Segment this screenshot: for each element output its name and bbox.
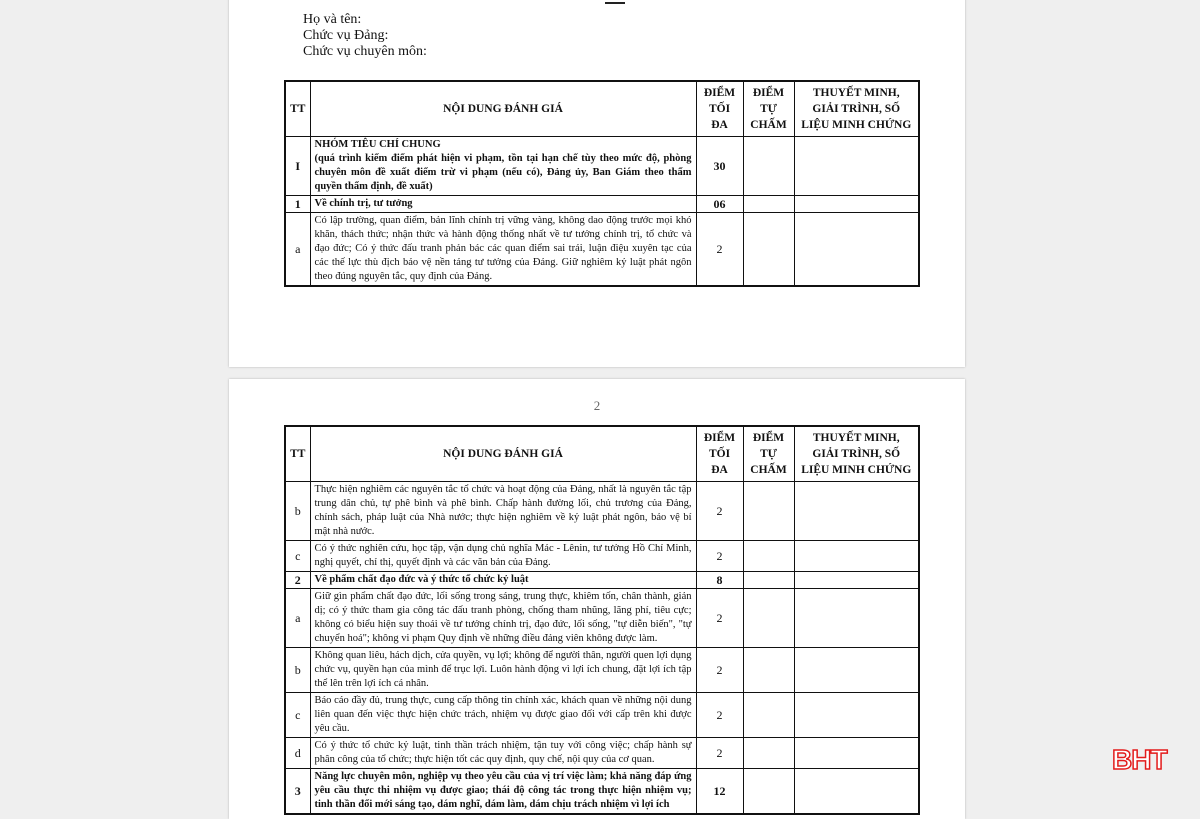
row-max-score: 30 (696, 137, 743, 196)
document-page-2 (229, 379, 965, 819)
row-max-score: 2 (696, 648, 743, 693)
header-tt: TT (285, 81, 310, 137)
header-max-score: ĐIỂM TỐI ĐA (696, 81, 743, 137)
row-content: Năng lực chuyên môn, nghiệp vụ theo yêu cầu của vị trí việc làm; khả năng đáp ứng yêu cầu thực thi nhiệm vụ được giao; thái độ công tác trong thực hiện nhiệm vụ; tinh thần đổi mới sáng tạo, dám nghĩ, dám làm, dám chịu trách nhiệm vì lợi ích (310, 769, 696, 815)
header-explanation: THUYẾT MINH, GIẢI TRÌNH, SỐ LIỆU MINH CHỨNG (794, 81, 919, 137)
row-self-score-cell[interactable] (743, 137, 794, 196)
row-content: Có ý thức tổ chức kỷ luật, tinh thần trách nhiệm, tận tuy với công việc; chấp hành sự phân công của tổ chức; thực hiện tốt các quy định, quy chế, nội quy của cơ quan. (310, 738, 696, 769)
field-professional-position-label: Chức vụ chuyên môn: (303, 44, 427, 59)
document-page-1 (229, 0, 965, 367)
row-max-score: 2 (696, 738, 743, 769)
row-explanation-cell[interactable] (794, 589, 919, 648)
row-content: NHÓM TIÊU CHÍ CHUNG (quá trình kiểm điểm phát hiện vi phạm, tồn tại hạn chế tùy theo mức độ, phòng chuyên môn đề xuất điểm trừ vi phạm (nếu có), Đảng ủy, Ban Giám theo thẩm quyền thẩm định, đề xuất) (310, 137, 696, 196)
header-max-score: ĐIỂM TỐI ĐA (696, 426, 743, 482)
row-self-score-cell[interactable] (743, 589, 794, 648)
row-self-score-cell[interactable] (743, 648, 794, 693)
row-max-score: 2 (696, 693, 743, 738)
row-number: c (285, 541, 310, 572)
row-number: b (285, 482, 310, 541)
row-content: Về chính trị, tư tưởng (310, 196, 696, 213)
row-content: Có ý thức nghiên cứu, học tập, vận dụng chủ nghĩa Mác - Lênin, tư tưởng Hồ Chí Minh, nghị quyết, chỉ thị, quyết định và các văn bản của Đảng. (310, 541, 696, 572)
row-content: Thực hiện nghiêm các nguyên tắc tổ chức và hoạt động của Đảng, nhất là nguyên tắc tập trung dân chủ, tự phê bình và phê bình. Chấp hành đường lối, chủ trương của Đảng, chính sách, pháp luật của Nhà nước; thực hiện nghiêm về kỷ luật phát ngôn, bảo vệ bí mật nhà nước. (310, 482, 696, 541)
row-content: Có lập trường, quan điểm, bản lĩnh chính trị vững vàng, không dao động trước mọi khó khăn, thách thức; nhận thức và hành động thống nhất về tư tưởng chính trị, tổ chức và đạo đức; Có ý thức đấu tranh phản bác các quan điểm sai trái, luận điệu xuyên tạc của các thế lực thù địch bảo vệ nền tảng tư tưởng của Đảng. Giữ nghiêm kỷ luật phát ngôn theo đúng nguyên tắc, quy định của Đảng. (310, 213, 696, 287)
row-content: Không quan liêu, hách dịch, cửa quyền, vụ lợi; không để người thân, người quen lợi dụng chức vụ, quyền hạn của mình để trục lợi. Luôn hành động vì lợi ích chung, đặt lợi ích tập thể lên trên lợi ích cá nhân. (310, 648, 696, 693)
row-explanation-cell[interactable] (794, 482, 919, 541)
row-explanation-cell[interactable] (794, 738, 919, 769)
row-explanation-cell[interactable] (794, 769, 919, 815)
field-name-label: Họ và tên: (303, 12, 362, 27)
row-number: 2 (285, 572, 310, 589)
row-max-score: 2 (696, 589, 743, 648)
field-party-position-label: Chức vụ Đảng: (303, 28, 389, 43)
row-self-score-cell[interactable] (743, 738, 794, 769)
table-row (285, 196, 919, 213)
row-self-score-cell[interactable] (743, 213, 794, 287)
evaluation-table (284, 425, 920, 815)
header-row (285, 81, 919, 137)
row-self-score-cell[interactable] (743, 693, 794, 738)
row-number: 3 (285, 769, 310, 815)
row-number: 1 (285, 196, 310, 213)
header-content: NỘI DUNG ĐÁNH GIÁ (310, 426, 696, 482)
table-row (285, 137, 919, 196)
table-row (285, 648, 919, 693)
row-explanation-cell[interactable] (794, 648, 919, 693)
row-number: c (285, 693, 310, 738)
row-number: a (285, 589, 310, 648)
row-content: Giữ gìn phẩm chất đạo đức, lối sống trong sáng, trung thực, khiêm tốn, chân thành, giản dị; có ý thức tham gia công tác đấu tranh phòng, chống tham nhũng, lãng phí, tiêu cực; không có biểu hiện suy thoái về tư tưởng chính trị, đạo đức, lối sống, "tự diễn biến", "tự chuyển hoá"; không vi phạm Quy định về những điều đảng viên không được làm. (310, 589, 696, 648)
row-number: d (285, 738, 310, 769)
row-max-score: 06 (696, 196, 743, 213)
table-row (285, 589, 919, 648)
row-explanation-cell[interactable] (794, 572, 919, 589)
divider (605, 2, 625, 4)
header-self-score: ĐIỂM TỰ CHẤM (743, 426, 794, 482)
table-row (285, 769, 919, 815)
row-explanation-cell[interactable] (794, 541, 919, 572)
row-explanation-cell[interactable] (794, 693, 919, 738)
header-content: NỘI DUNG ĐÁNH GIÁ (310, 81, 696, 137)
row-max-score: 2 (696, 213, 743, 287)
header-row (285, 426, 919, 482)
page-number: 2 (593, 398, 601, 413)
table-row (285, 541, 919, 572)
row-max-score: 8 (696, 572, 743, 589)
table-row (285, 738, 919, 769)
table-row (285, 693, 919, 738)
table-row (285, 213, 919, 287)
row-number: a (285, 213, 310, 287)
header-self-score: ĐIỂM TỰ CHẤM (743, 81, 794, 137)
table-row (285, 482, 919, 541)
row-self-score-cell[interactable] (743, 482, 794, 541)
table-row (285, 572, 919, 589)
row-max-score: 12 (696, 769, 743, 815)
row-explanation-cell[interactable] (794, 137, 919, 196)
row-self-score-cell[interactable] (743, 572, 794, 589)
evaluation-table (284, 80, 920, 287)
bht-logo: BHT (1112, 744, 1167, 775)
row-max-score: 2 (696, 541, 743, 572)
row-explanation-cell[interactable] (794, 213, 919, 287)
row-number: b (285, 648, 310, 693)
row-self-score-cell[interactable] (743, 196, 794, 213)
row-max-score: 2 (696, 482, 743, 541)
row-content: Về phẩm chất đạo đức và ý thức tổ chức kỷ luật (310, 572, 696, 589)
header-explanation: THUYẾT MINH, GIẢI TRÌNH, SỐ LIỆU MINH CHỨNG (794, 426, 919, 482)
personal-info-fields (303, 12, 427, 60)
row-self-score-cell[interactable] (743, 541, 794, 572)
row-number: I (285, 137, 310, 196)
row-content: Báo cáo đầy đủ, trung thực, cung cấp thông tin chính xác, khách quan về những nội dung liên quan đến việc thực hiện chức trách, nhiệm vụ được giao đối với cấp trên khi được yêu cầu. (310, 693, 696, 738)
header-tt: TT (285, 426, 310, 482)
row-self-score-cell[interactable] (743, 769, 794, 815)
row-explanation-cell[interactable] (794, 196, 919, 213)
